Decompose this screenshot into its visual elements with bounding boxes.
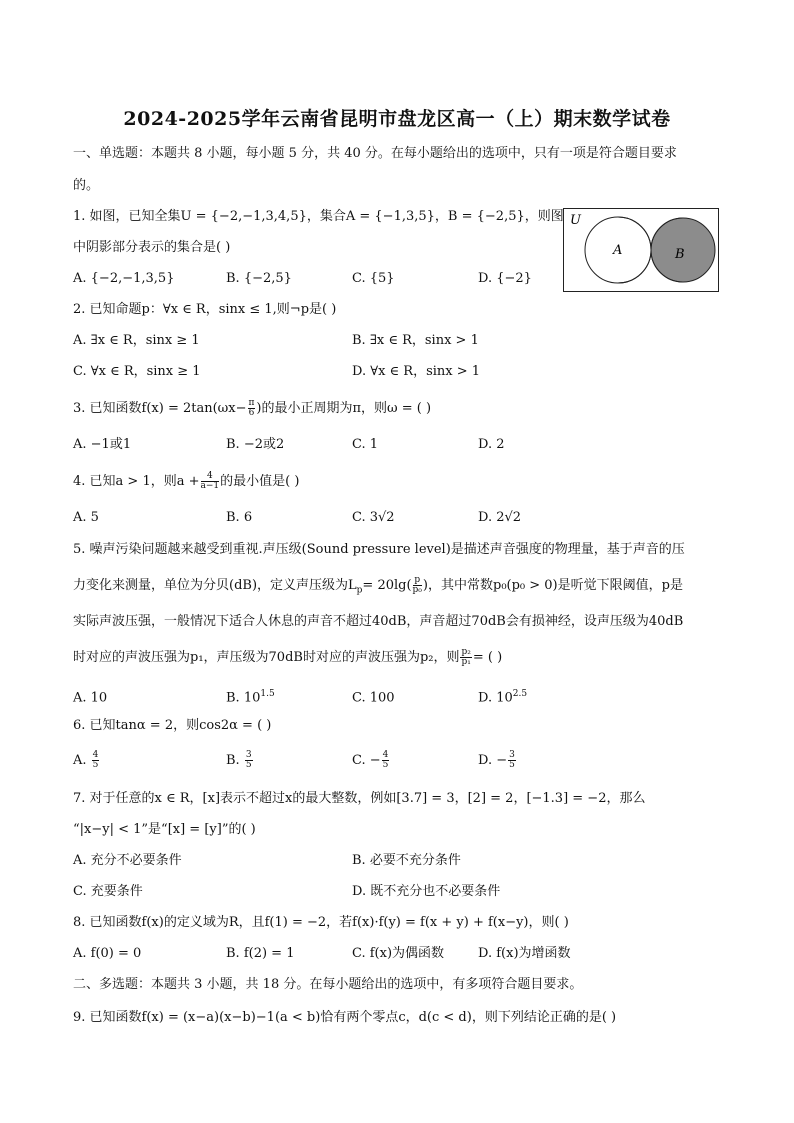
q3-stem: 3. 已知函数f(x) = 2tan(ωx− $\frac{\pi}{6}$ )的最小正周期为π，则ω = ( ) <box>73 398 432 418</box>
q5-option-d: D. $10^{2.5}$ <box>478 689 528 706</box>
q5-option-b: B. $10^{1.5}$ <box>226 689 275 706</box>
q5-stem-line3: 实际声波压强，一般情况下适合人休息的声音不超过40dB，声音超过70dB会有损神经，设声压级为40dB <box>73 614 684 629</box>
q6-stem: 6. 已知tanα = 2，则cos2α = ( ) <box>73 718 272 733</box>
q2-option-a: A. ∃x ∈ R，sinx ≥ 1 <box>73 333 200 348</box>
q4-option-b: B. 6 <box>226 510 253 525</box>
q2-stem: 2. 已知命题p：∀x ∈ R，sinx ≤ 1,则¬p是( ) <box>73 302 337 317</box>
q8-option-a: A. f(0) = 0 <box>73 946 142 961</box>
q3-option-c: C. 1 <box>352 437 379 452</box>
q7-stem: 7. 对于任意的x ∈ R，[x]表示不超过x的最大整数，例如[3.7] = 3，[2] = 2，[−1.3] = −2，那么 <box>73 791 646 806</box>
q7-option-c: C. 充要条件 <box>73 884 143 899</box>
q1-option-b: B. {−2,5} <box>226 271 292 286</box>
section1-header: 一、单选题：本题共 8 小题，每小题 5 分，共 40 分。在每小题给出的选项中，只有一项是符合题目要求 <box>73 146 677 161</box>
q6-option-b: B. $\frac{3}{5}$ <box>226 750 252 770</box>
section2-header: 二、多选题：本题共 3 小题，共 18 分。在每小题给出的选项中，有多项符合题目要求。 <box>73 977 583 992</box>
q6-option-c: C. − $\frac{4}{5}$ <box>352 750 389 770</box>
venn-label-a: A <box>613 243 623 258</box>
q8-option-c: C. f(x)为偶函数 <box>352 946 445 961</box>
q4-stem: 4. 已知a > 1，则a + $\frac{4}{a-1}$ 的最小值是( ) <box>73 471 300 491</box>
q3-option-d: D. 2 <box>478 437 505 452</box>
q5-stem-line2: 力变化来测量，单位为分贝(dB)，定义声压级为$L_p= 20\lg$( $\frac{p}{\text{p₀}}$ )，其中常数p₀(p₀ > 0)是听觉下限阈值，p是 <box>73 575 683 596</box>
q8-stem: 8. 已知函数f(x)的定义域为R，且f(1) = −2，若f(x)·f(y) = f(x + y) + f(x−y)，则( ) <box>73 915 569 930</box>
q8-option-b: B. f(2) = 1 <box>226 946 295 961</box>
q2-option-d: D. ∀x ∈ R，sinx > 1 <box>352 364 481 379</box>
q1-stem: 1. 如图，已知全集U = {−2,−1,3,4,5}，集合A = {−1,3,5}，B = {−2,5}，则图 <box>73 209 564 224</box>
q5-fraction-p: $\frac{p}{\text{p₀}}$ <box>412 575 422 595</box>
venn-label-b: B <box>675 247 685 262</box>
q1-option-d: D. {−2} <box>478 271 532 286</box>
q3-option-b: B. −2或2 <box>226 437 285 452</box>
q7-stem-cont: “|x−y| < 1”是“[x] = [y]”的( ) <box>73 822 256 837</box>
q4-fraction: $\frac{4}{a-1}$ <box>200 471 220 491</box>
q1-option-a: A. {−2,−1,3,5} <box>73 271 175 286</box>
q2-option-b: B. ∃x ∈ R，sinx > 1 <box>352 333 479 348</box>
q1-stem-cont: 中阴影部分表示的集合是( ) <box>73 240 231 255</box>
page-title: 2024-2025学年云南省昆明市盘龙区高一（上）期末数学试卷 <box>123 108 671 130</box>
q7-option-a: A. 充分不必要条件 <box>73 853 182 868</box>
q3-fraction: $\frac{\pi}{6}$ <box>248 398 255 418</box>
q5-stem-line4: 时对应的声波压强为p₁，声压级为70dB时对应的声波压强为p₂，则 $\frac{\text{p₂}}{\text{p₁}}$ = ( ) <box>73 647 503 667</box>
q7-option-b: B. 必要不充分条件 <box>352 853 461 868</box>
q4-option-a: A. 5 <box>73 510 99 525</box>
q5-option-c: C. 100 <box>352 690 395 706</box>
q2-option-c: C. ∀x ∈ R，sinx ≥ 1 <box>73 364 201 379</box>
q4-option-d: D. 2√2 <box>478 510 522 525</box>
q8-option-d: D. f(x)为增函数 <box>478 946 571 961</box>
q9-stem: 9. 已知函数f(x) = (x−a)(x−b)−1(a < b)恰有两个零点c，d(c < d)，则下列结论正确的是( ) <box>73 1010 617 1025</box>
section1-header-cont: 的。 <box>73 178 100 193</box>
q5-stem-line1: 5. 噪声污染问题越来越受到重视.声压级(Sound pressure level)是描述声音强度的物理量，基于声音的压 <box>73 542 685 557</box>
q7-option-d: D. 既不充分也不必要条件 <box>352 884 501 899</box>
venn-label-u: U <box>570 213 581 228</box>
q1-option-c: C. {5} <box>352 271 395 286</box>
q5-fraction-ratio: $\frac{\text{p₂}}{\text{p₁}}$ <box>461 647 471 667</box>
q6-option-a: A. $\frac{4}{5}$ <box>73 750 99 770</box>
venn-diagram <box>563 208 719 292</box>
q6-option-d: D. − $\frac{3}{5}$ <box>478 750 515 770</box>
q3-option-a: A. −1或1 <box>73 437 132 452</box>
q4-option-c: C. 3√2 <box>352 510 395 525</box>
q5-option-a: A. 10 <box>73 690 108 706</box>
